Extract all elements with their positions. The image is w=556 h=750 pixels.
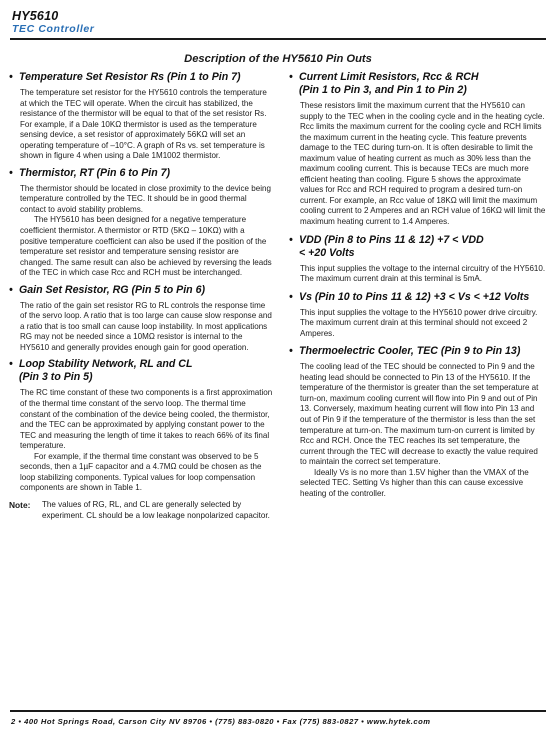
page-header — [12, 9, 94, 35]
section-paragraph: The RC time constant of these two components is a first approximation of the thermal time constant of the servo loop. The thermal time constant of the combination of the device being cooled, the thermistor, and the TEC can be approximated by applying constant power to the TEC and measuring the length of time it takes to reach 66% of its final temperature. — [20, 388, 273, 451]
page-title: Description of the HY5610 Pin Outs — [184, 53, 372, 65]
section-heading: Thermoelectric Cooler, TEC (Pin 9 to Pin 13) — [299, 345, 521, 358]
section-gain-set-resistor: • Gain Set Resistor, RG (Pin 5 to Pin 6) The ratio of the gain set resistor RG to RL controls the response time of the servo loop. A ratio that is too large can cause slow response and a ratio that is too small can cause loop instability. In most applications RG may not be needed since a 10MΩ resistor is internal to the HY5610 and generally provides enough gain for good operation. — [9, 283, 272, 352]
section-paragraph: The thermistor should be located in close proximity to the device being temperature controlled by the TEC. It should be in good thermal contact to avoid stability problems. — [20, 183, 271, 214]
section-paragraph: The cooling lead of the TEC should be connected to Pin 9 and the heating lead should be connected to Pin 13 of the HY5610. If the temperature of the thermistor is greater than the set temperature at turn-on, maximum cooling current will flow into Pin 9 and out of Pin 13. Conversely, maximum heating current will flow into Pin 13 and out of Pin 9 if the temperature of the thermistor is less than the set temperature at turn-on. The maximum turn-on current is limited by Rcc and RCH. Once the TEC reaches its set temperature, the current through the TEC will decrease to exactly the value required to maintain the correct set temperature. — [300, 362, 539, 467]
section-heading: Loop Stability Network, RL and CL — [19, 358, 193, 371]
section-heading: Vs (Pin 10 to Pins 11 & 12) +3 < Vs < +12 Volts — [299, 290, 530, 303]
section-loop-stability-network: • Loop Stability Network, RL and CL (Pin 3 to Pin 5) The RC time constant of these two components is a first approximation of the thermal time constant of the servo loop. The thermal time constant of the combination of the device being cooled, the thermistor, and the TEC can be approximated by applying constant power to the TEC and measuring the length of time it takes to reach 66% of its final temperature. For example, if the thermal time constant was observed to be 5 seconds, then a 1µF capacitor and a 4.7MΩ could be chosen as the loop stabilizing components. Typical values for loop compensation components are shown in Table 1. — [9, 358, 273, 493]
section-heading-continuation: < +20 Volts — [299, 246, 355, 259]
section-heading: Current Limit Resistors, Rcc & RCH — [299, 71, 479, 83]
section-vdd: • VDD (Pin 8 to Pins 11 & 12) +7 < VDD < +20 Volts This input supplies the voltage to the internal circuitry of the HY5610. The maximum current drain at this terminal is 5mA. — [289, 233, 546, 284]
note — [9, 500, 273, 521]
section-heading: Temperature Set Resistor Rs (Pin 1 to Pin 7) — [19, 71, 241, 83]
brand-name: HY5610 — [12, 9, 59, 23]
section-temperature-set-resistor: • Temperature Set Resistor Rs (Pin 1 to Pin 7) The temperature set resistor for the HY5610 controls the temperature at which the TEC will operate. When the circuit has stabilized, the resistance of the thermistor will be equal to that of the set resistor Rs. For example, if a Dale 10KΩ thermistor is used as the temperature sensing device, a set resistor of approximately 56KΩ will set an operating temperature of –10°C. A graph of Rs vs. set temperature is shown in figure 4 when using a Dale 1M1002 thermistor. — [9, 71, 273, 162]
section-paragraph: The temperature set resistor for the HY5610 controls the temperature at which the TEC will operate. When the circuit has stabilized, the resistance of the thermistor will be equal to that of the set resistor Rs. For example, if a Dale 10KΩ thermistor is used as the temperature sensing device, a set resistor of approximately 56KΩ will set an operating temperature of –10°C. A graph of Rs vs. set temperature is shown in figure 4 when using a Dale 1M1002 thermistor. — [20, 88, 267, 161]
right-column — [289, 71, 546, 499]
section-heading: VDD (Pin 8 to Pins 11 & 12) +7 < VDD — [299, 233, 484, 246]
footer-rule — [10, 710, 546, 712]
section-paragraph: These resistors limit the maximum current that the HY5610 can supply to the TEC when in the cooling cycle and in the heating cycle. Rcc limits the maximum current for the cooling cycle and RCH limits the maximum current in the heating cycle. This feature prevents damage to the TEC during turn-on. It is often desirable to limit the maximum value of heating current as much as 30% less than the maximum cooling current. This is because TECs are much more efficient heating than cooling. Figure 5 shows the approximate values for Rcc and RCH required to program a desired turn-on current. For example, an Rcc value of 18KΩ will limit the maximum cooling current to 2 Amperes and an RCH value of 16KΩ will limit the maximum heating current to 1.4 Amperes. — [300, 101, 546, 227]
section-thermistor: • Thermistor, RT (Pin 6 to Pin 7) The thermistor should be located in close proximity to the device being temperature controlled by the TEC. It should be in good thermal contact to avoid stability problems. The HY5610 has been designed for a negative temperature coefficient thermistor. A thermistor or RTD (5KΩ – 10KΩ) with a positive temperature coefficient can also be used if the position of the temperature set resistor and temperature sensing resistor are changed. The same result can also be achieved by reversing the leads of the TEC in which case Rcc and RCH must be interchanged. — [9, 166, 272, 278]
note-label: Note: — [9, 499, 31, 510]
section-paragraph: Ideally Vs is no more than 1.5V higher than the VMAX of the selected TEC. Setting Vs higher than this can cause excessive heating of the controller. — [300, 467, 529, 498]
left-column — [9, 71, 273, 521]
section-paragraph: The ratio of the gain set resistor RG to RL controls the response time of the servo loop. A ratio that is too large can cause slow response and a ratio that is too small can cause loop instability. In most applications RG may not be needed since a 10MΩ resistor is internal to the HY5610 and generally provides enough gain for good operation. — [20, 300, 272, 352]
section-heading: Gain Set Resistor, RG (Pin 5 to Pin 6) — [19, 283, 206, 296]
section-paragraph: For example, if the thermal time constant was observed to be 5 seconds, then a 1µF capacitor and a 4.7MΩ could be chosen as the loop stabilizing components. Typical values for loop compensation components are shown in Table 1. — [20, 451, 262, 493]
section-current-limit-resistors: • Current Limit Resistors, Rcc & RCH (Pin 1 to Pin 3, and Pin 1 to Pin 2) These resistors limit the maximum current that the HY5610 can supply to the TEC when in the cooling cycle and in the heating cycle. Rcc limits the maximum current for the cooling cycle and RCH limits the maximum current in the heating cycle. This feature prevents damage to the TEC during turn-on. It is often desirable to limit the maximum value of heating current as much as 30% less than the maximum cooling current. This is because TECs are much more efficient heating than cooling. Figure 5 shows the approximate values for Rcc and RCH required to program a desired turn-on current. For example, an Rcc value of 18KΩ will limit the maximum cooling current to 2 Amperes and an RCH value of 16KΩ will limit the maximum heating current to 1.4 Amperes. — [289, 71, 546, 227]
section-heading-continuation: (Pin 3 to Pin 5) — [19, 371, 93, 384]
section-thermoelectric-cooler: • Thermoelectric Cooler, TEC (Pin 9 to Pin 13) The cooling lead of the TEC should be connected to Pin 9 and the heating lead should be connected to Pin 13 of the HY5610. If the temperature of the thermistor is greater than the set temperature at turn-on, maximum cooling current will flow into Pin 9 and out of Pin 13. Conversely, maximum heating current will flow into Pin 13 and out of Pin 9 if the temperature of the thermistor is less than the set temperature at turn-on. The maximum turn-on current is limited by Rcc and RCH. Once the TEC reaches its set temperature, the current through the TEC will decrease to exactly the value required to maintain the correct set temperature. Ideally Vs is no more than 1.5V higher than the VMAX of the selected TEC. Setting Vs higher than this can cause excessive heating of the controller. — [289, 345, 546, 499]
section-paragraph: The HY5610 has been designed for a negative temperature coefficient thermistor. A thermistor or RTD (5KΩ – 10KΩ) with a positive temperature coefficient can also be used if the position of the temperature set resistor and temperature sensing resistor are changed. The same result can also be achieved by reversing the leads of the TEC in which case Rcc and RCH must be interchanged. — [20, 215, 272, 278]
section-heading: Thermistor, RT (Pin 6 to Pin 7) — [19, 166, 171, 179]
page-footer: 2 • 400 Hot Springs Road, Carson City NV 89706 • (775) 883-0820 • Fax (775) 883-0827 • www.hytek.com — [11, 717, 431, 726]
section-heading-continuation: (Pin 1 to Pin 3, and Pin 1 to Pin 2) — [299, 84, 467, 96]
section-paragraph: This input supplies the voltage to the internal circuitry of the HY5610. The maximum current drain at this terminal is 5mA. — [300, 263, 546, 284]
section-paragraph: This input supplies the voltage to the HY5610 power drive circuitry. The maximum current drain at this terminal should not exceed 2 Amperes. — [300, 307, 538, 338]
note-text: The values of RG, RL, and CL are generally selected by experiment. CL should be a low leakage nonpolarized capacitor. — [42, 499, 270, 520]
header-rule — [10, 38, 546, 40]
section-vs: • Vs (Pin 10 to Pins 11 & 12) +3 < Vs < +12 Volts This input supplies the voltage to the HY5610 power drive circuitry. The maximum current drain at this terminal should not exceed 2 Amperes. — [289, 291, 546, 340]
product-name: TEC Controller — [12, 23, 95, 35]
